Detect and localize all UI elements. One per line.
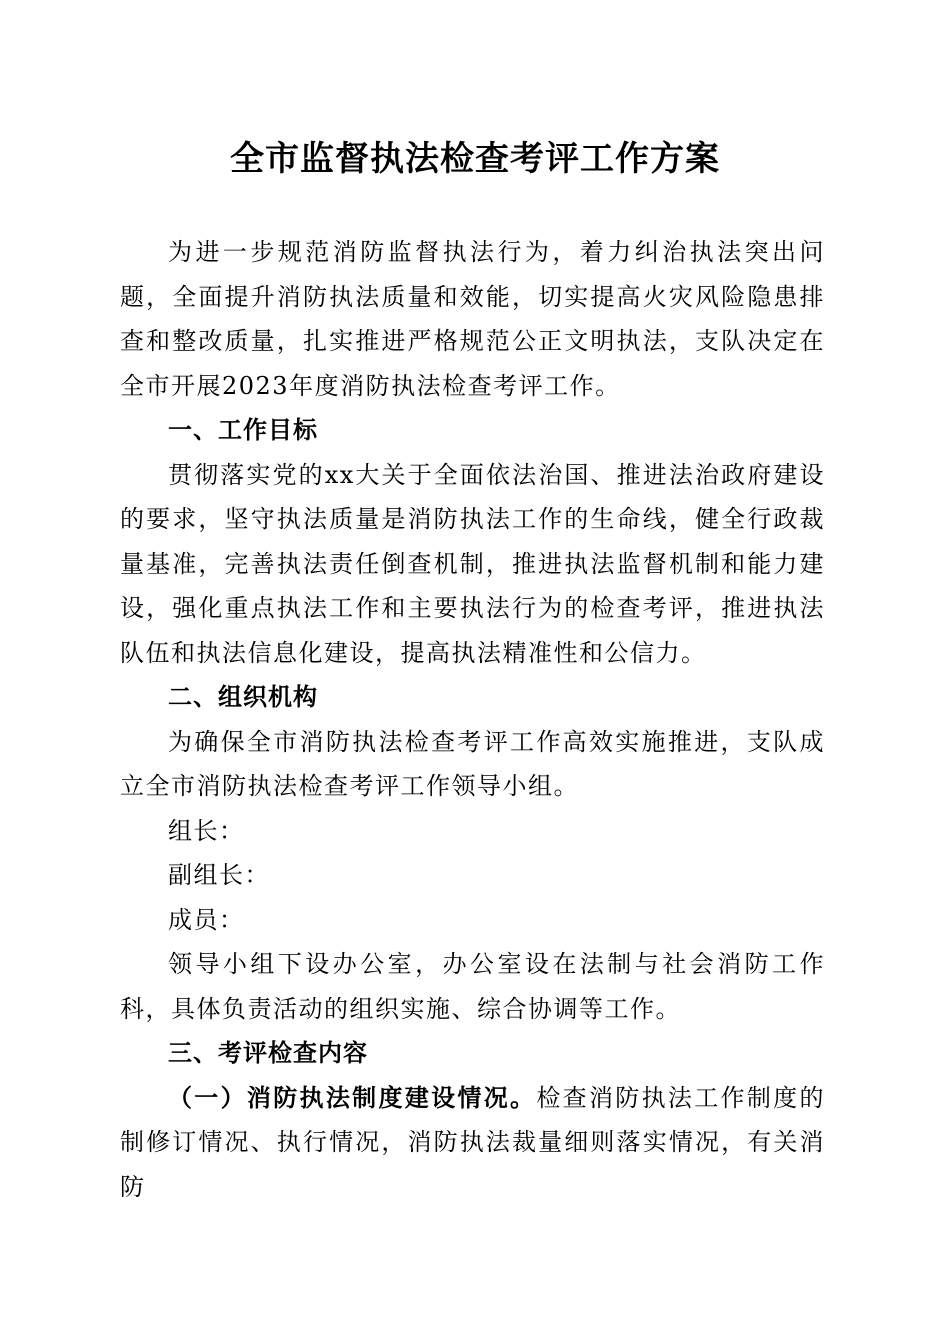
inspection-item-1-text: 检查消防执法工作制度的制修订情况、执行情况，消防执法裁量细则落实情况，有关消防 bbox=[120, 1083, 825, 1201]
inspection-item-1 bbox=[120, 1076, 825, 1210]
inspection-item-1-lead: （一）消防执法制度建设情况。 bbox=[168, 1082, 537, 1112]
document-body bbox=[120, 230, 825, 1209]
leader-field-label: 组长： bbox=[168, 816, 245, 845]
document-title: 全市监督执法检查考评工作方案 bbox=[230, 139, 720, 179]
section-heading-inspection-content: 三、考评检查内容 bbox=[168, 1038, 368, 1067]
deputy-leader-field-label: 副组长： bbox=[168, 861, 270, 889]
intro-paragraph: 为进一步规范消防监督执法行为，着力纠治执法突出问题，全面提升消防执法质量和效能，切实提高火灾风险隐患排查和整改质量，扎实推进严格规范公正文明执法，支队决定在全市开展2023年度消防执法检查考评工作。 bbox=[120, 238, 825, 400]
section-heading-organization: 二、组织机构 bbox=[168, 682, 318, 711]
section-heading-goals: 一、工作目标 bbox=[168, 415, 318, 444]
organization-paragraph: 为确保全市消防执法检查考评工作高效实施推进，支队成立全市消防执法检查考评工作领导小组。 bbox=[120, 727, 825, 800]
office-paragraph: 领导小组下设办公室，办公室设在法制与社会消防工作科，具体负责活动的组织实施、综合协调等工作。 bbox=[120, 950, 825, 1023]
members-field-label: 成员： bbox=[168, 905, 245, 934]
goals-paragraph: 贯彻落实党的xx大关于全面依法治国、推进法治政府建设的要求，坚守执法质量是消防执法工作的生命线，健全行政裁量基准，完善执法责任倒查机制，推进执法监督机制和能力建设，强化重点执法工作和主要执法行为的检查考评，推进执法队伍和执法信息化建设，提高执法精准性和公信力。 bbox=[120, 460, 825, 667]
